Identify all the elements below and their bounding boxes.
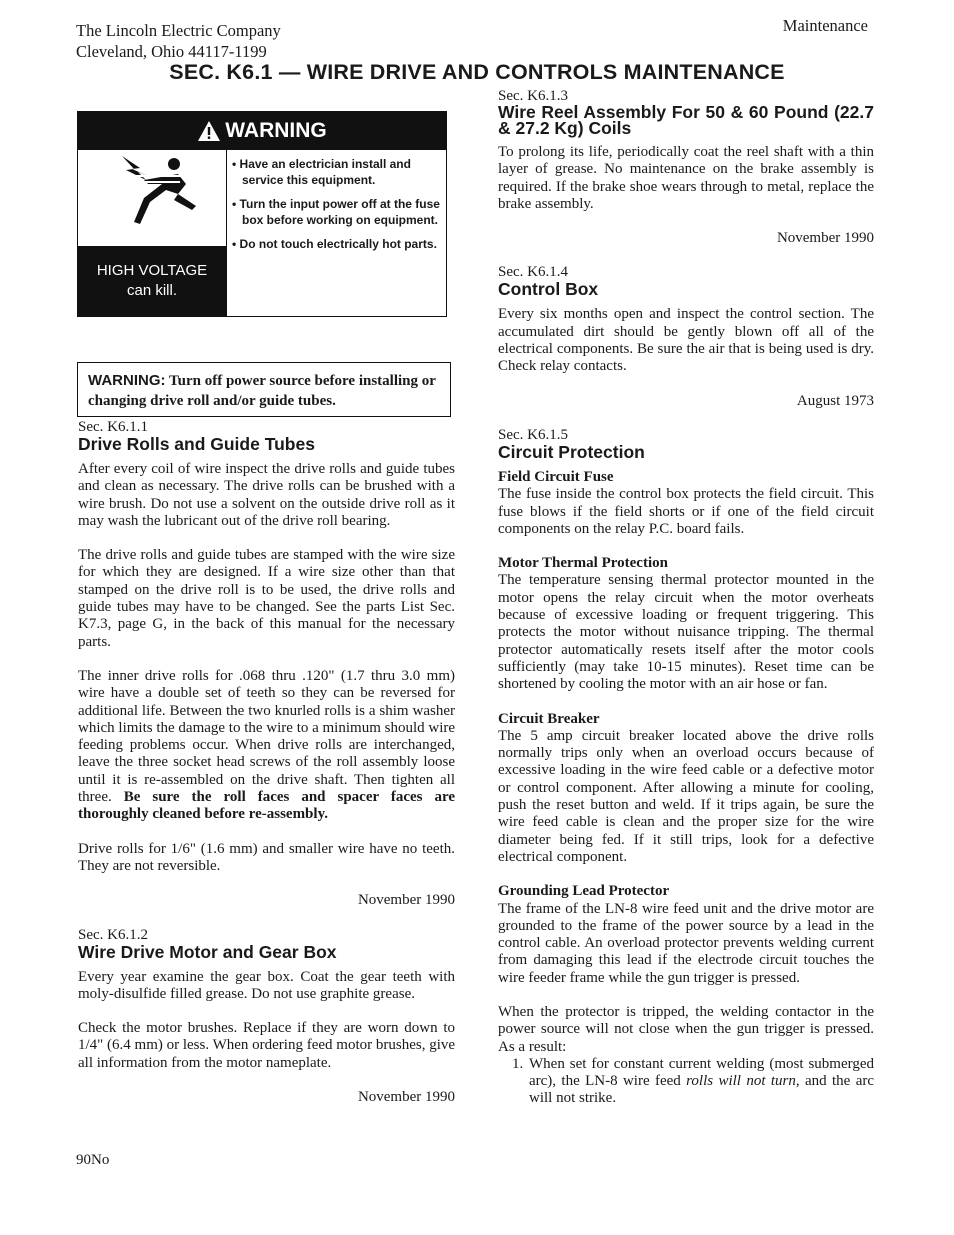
paragraph: After every coil of wire inspect the drive rolls and guide tubes and clean as necessary. The drive rolls can be brushed with a wire brush. Do not use a solvent on the outside drive roll as it may wash the lubricant out of the drive roll bearing. [78, 461, 455, 529]
hazard-panel [78, 150, 227, 316]
list-item [498, 1056, 874, 1108]
revision-date: August 1973 [796, 392, 874, 409]
paragraph: Drive rolls for 1/6" (1.6 mm) and smaller wire have no teeth. They are not reversible. [78, 840, 455, 874]
paragraph: Check the motor brushes. Replace if they are worn down to 1/4" (6.4 mm) or less. When ordering feed motor brushes, give all information from the motor nameplate. [78, 1020, 456, 1071]
list-number: 1. [512, 1055, 524, 1072]
subheading: Circuit Breaker [498, 710, 600, 727]
company-name: The Lincoln Electric Company [76, 21, 281, 40]
section-title: Wire Reel Assembly For 50 & 60 Pound (22.7 & 27.2 Kg) Coils [498, 102, 874, 138]
subheading: Motor Thermal Protection [498, 555, 668, 572]
italic-text: rolls will not turn [686, 1073, 796, 1090]
electric-shock-icon [78, 150, 226, 246]
paragraph: The temperature sensing thermal protector mounted in the motor opens the relay circuit when the motor overheats because of excessive loading or frequent triggering. This protects the motor without nuisance tripping. The thermal protector automatically resets itself after the motor cools sufficiently (may take 10-15 minutes). Reset time can be shortened by cooling the motor with an air hose or fan. [498, 572, 874, 693]
warning-text: Turn off power source before installing or changing drive roll and/or guide tubes. [88, 373, 436, 409]
warning-bar [78, 112, 446, 150]
high-voltage-text: HIGH VOLTAGE [96, 262, 208, 279]
paragraph: When the protector is tripped, the welding contactor in the power source will not close when the gun trigger is pressed. As a result: [498, 1003, 874, 1055]
warning-bullets [230, 156, 440, 260]
page-title: SEC. K6.1 — WIRE DRIVE AND CONTROLS MAINTENANCE [169, 60, 785, 84]
paragraph: The 5 amp circuit breaker located above the drive rolls normally trips only when an overload occurs because of excessive loading in the wire feed cable or a defective motor or control component. After allowing a minute for cooling, push the reset button and weld. If it trips again, be sure the wire feed cable is clean and the proper size for the wire diameter being fed. If it still trips, look for a defective electrical component. [498, 727, 874, 865]
warning-title: WARNING [225, 119, 327, 142]
section-number: Sec. K6.1.1 [78, 419, 148, 435]
section-number: Sec. K6.1.2 [78, 926, 148, 943]
paragraph: To prolong its life, periodically coat the reel shaft with a thin layer of grease. No maintenance on the brake assembly is required. If the brake shoe wears through to metal, replace the brake assembly. [498, 144, 874, 212]
high-voltage-label [78, 246, 226, 316]
drive-roll-warning [77, 362, 451, 417]
can-kill-text: can kill. [126, 282, 178, 299]
left-column [78, 420, 455, 1106]
warning-label: WARNING: [88, 372, 166, 389]
right-column [498, 89, 874, 1108]
company-header [76, 20, 281, 62]
revision-date: November 1990 [357, 892, 455, 909]
section-number: Sec. K6.1.5 [498, 426, 568, 443]
warning-triangle-icon [197, 120, 221, 142]
section-title: Wire Drive Motor and Gear Box [78, 941, 337, 962]
subheading: Field Circuit Fuse [498, 468, 614, 485]
warning-bullet: • Have an electrician install and service this equipment. [232, 157, 411, 187]
section-tag: Maintenance [782, 16, 868, 35]
warning-bullet: • Turn the input power off at the fuse box before working on equipment. [232, 197, 440, 227]
page-footer: 90No [76, 1152, 110, 1168]
list-text: When set for constant current welding (most submerged arc), the LN-8 wire feed rolls will not turn, and the arc will not strike. [529, 1055, 875, 1107]
company-city: Cleveland, Ohio 44117-1199 [76, 42, 267, 61]
warning-bullet: • Do not touch electrically hot parts. [232, 237, 437, 251]
emphasis-text: Be sure the roll faces and spacer faces are thoroughly cleaned before re-assembly. [78, 789, 456, 823]
subheading: Grounding Lead Protector [498, 883, 670, 900]
revision-date: November 1990 [357, 1089, 455, 1106]
high-voltage-warning-box [77, 111, 447, 317]
section-title: Circuit Protection [498, 441, 645, 462]
section-number: Sec. K6.1.3 [498, 88, 568, 104]
paragraph: The frame of the LN-8 wire feed unit and the drive motor are grounded to the frame of the power source by a lead in the control cable. An overload protector prevents welding current from damaging this lead if the electrode circuit touches the wire feeder frame while the gun trigger is pressed. [498, 900, 874, 986]
paragraph: Every six months open and inspect the control section. The accumulated dirt should be gently blown off all of the electrical components. Be sure the air that is being used is dry. Check relay contacts. [498, 306, 874, 375]
paragraph: The fuse inside the control box protects the field circuit. This fuse blows if the field shorts or if one of the field circuit components on the relay P.C. board fails. [498, 486, 874, 537]
paragraph: The inner drive rolls for .068 thru .120" (1.7 thru 3.0 mm) wire have a double set of teeth so they can be reversed for additional life. Between the two knurled rolls is a shim washer which limits the damage to the wire to a minimum should wire feeding problems occur. When drive rolls are interchanged, leave the three socket head screws of the roll assembly loose until it is re-assembled on the drive shaft. Then tighten all three. Be sure the roll faces and spacer faces are thoroughly cleaned before re-assembly. [78, 667, 456, 823]
revision-date: November 1990 [776, 230, 874, 247]
section-title: Control Box [498, 279, 599, 300]
section-number: Sec. K6.1.4 [498, 264, 568, 281]
paragraph: Every year examine the gear box. Coat the gear teeth with moly-disulfide filled grease. Do not use graphite grease. [78, 968, 455, 1002]
section-title: Drive Rolls and Guide Tubes [78, 434, 315, 454]
paragraph: The drive rolls and guide tubes are stamped with the wire size for which they are designed. If a wire size other than that stamped on the drive roll is to be used, the drive rolls and guide tubes may have to be changed. See the parts List Sec. K7.3, page G, in the back of this manual for the necessary parts. [78, 547, 455, 650]
